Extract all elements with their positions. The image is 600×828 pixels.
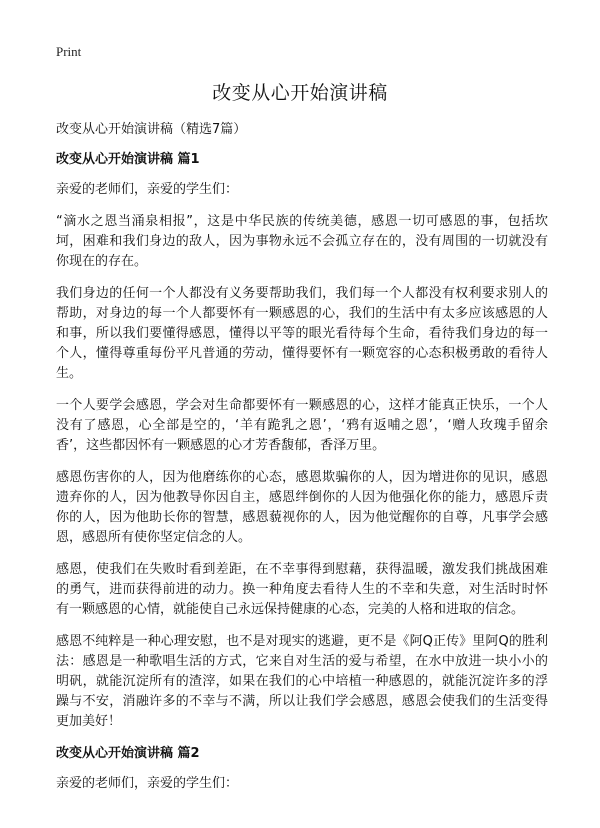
greeting-paragraph: 亲爱的老师们，亲爱的学生们： — [56, 182, 239, 197]
body-paragraph: 感恩不纯粹是一种心理安慰，也不是对现实的逃避，更不是《阿Q正传》里阿Q的胜利法：感恩是一种歌唱生活的方式，它来自对生活的爱与希望，在水中放进一块小小的明矾，就能沉淀所有的渣滓，如果在我们的心中培植一种感恩的，就能沉淀许多的浮躁与不安，消融许多的不幸与不满，所以让我们学会感恩，感恩会使我们的生活变得更加美好！ — [56, 634, 548, 729]
body-paragraph: “滴水之恩当涌泉相报”，这是中华民族的传统美德，感恩一切可感恩的事，包括坎坷，困难和我们身边的敌人，因为事物永远不会孤立存在的，没有周围的一切就没有你现在的存在。 — [56, 214, 548, 269]
document-body — [56, 120, 548, 806]
print-link[interactable]: Print — [56, 44, 82, 59]
document-title: 改变从心开始演讲稿 — [212, 82, 388, 104]
section-heading: 改变从心开始演讲稿 篇2 — [56, 746, 200, 761]
body-paragraph: 感恩，使我们在失败时看到差距，在不幸事得到慰藉，获得温暖，激发我们挑战困难的勇气，进而获得前进的动力。换一种角度去看待人生的不幸和失意，对生活时时怀有一颗感恩的心情，就能使自己永远保持健康的心态，完美的人格和进取的信念。 — [56, 562, 548, 617]
section-2 — [56, 744, 548, 794]
body-paragraph: 一个人要学会感恩，学会对生命都要怀有一颗感恩的心，这样才能真正快乐，一个人没有了感恩，心全部是空的，‘羊有跪乳之恩’，‘鸦有返哺之恩’，‘赠人玫瑰手留余香’，这些都因怀有一颗感恩的心才芳香馥郁，香泽万里。 — [56, 398, 548, 453]
greeting-paragraph: 亲爱的老师们，亲爱的学生们： — [56, 776, 239, 791]
document-subtitle: 改变从心开始演讲稿（精选7篇） — [56, 122, 247, 137]
section-1 — [56, 150, 548, 732]
body-paragraph: 我们身边的任何一个人都没有义务要帮助我们，我们每一个人都没有权利要求别人的帮助，对身边的每一个人都要怀有一颗感恩的心，我们的生活中有太多应该感恩的人和事，所以我们要懂得感恩，懂得以平等的眼光看待每个生命，看待我们身边的每一个人，懂得尊重每份平凡普通的劳动，懂得要怀有一颗宽容的心态积极勇敢的看待人生。 — [56, 286, 548, 381]
section-heading: 改变从心开始演讲稿 篇1 — [56, 152, 200, 167]
body-paragraph: 感恩伤害你的人，因为他磨练你的心态，感恩欺骗你的人，因为增进你的见识，感恩遗弃你的人，因为他教导你因自主，感恩绊倒你的人因为他强化你的能力，感恩斥责你的人，因为他助长你的智慧，感恩藐视你的人，因为他觉醒你的自尊，凡事学会感恩，感恩所有使你坚定信念的人。 — [56, 470, 548, 545]
